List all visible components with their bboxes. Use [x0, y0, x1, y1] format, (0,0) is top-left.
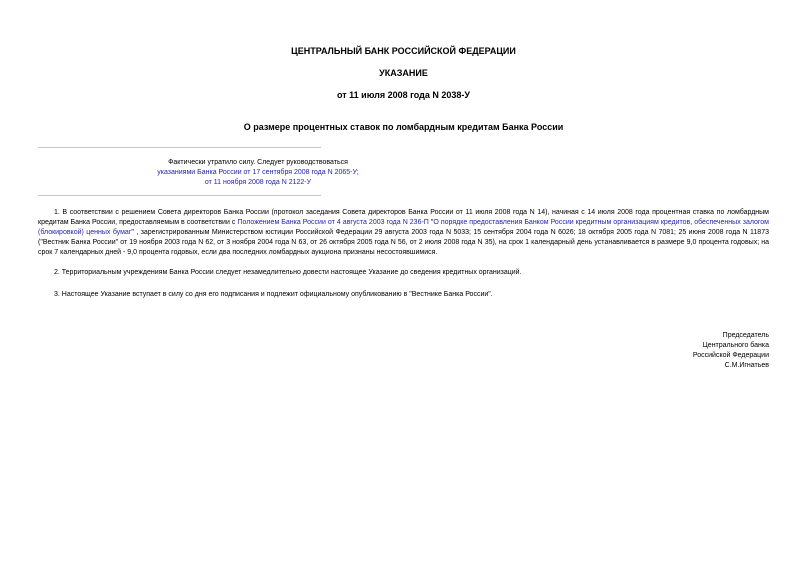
document-date-number: от 11 июля 2008 года N 2038-У	[336, 90, 471, 100]
bank-name: ЦЕНТРАЛЬНЫЙ БАНК РОССИЙСКОЙ ФЕДЕРАЦИИ	[291, 46, 516, 56]
regulation-236p-link[interactable]: Положением Банка России от 4 августа 2003 года N 236-П	[237, 219, 429, 226]
signature-line-1: Председатель	[722, 332, 769, 339]
paragraph-1-part-1: 1. В соответствии с решением Совета директоров Банка России (протокол заседания Совета директоров Банка России от 11 июля 2008 года N 14), начиная с 14 июля 2008 года процентная ставка по ломбардным кредитам Банка России, предоставляемым в соответствии с	[38, 209, 769, 226]
status-note-text: Фактически утратило силу. Следует руководствоваться	[168, 159, 348, 166]
regulation-title-link[interactable]: О порядке предоставления Банком России кредитным организациям кредитов, обеспеченных залогом (блокировкой) ценных бумаг	[38, 219, 769, 236]
status-note	[38, 158, 478, 188]
paragraph-1-part-3: " , зарегистрированным Министерством юстиции Российской Федерации 29 августа 2003 года N 5033; 15 сентября 2004 года N 6026; 18 октября 2005 года N 7081; 25 июня 2008 года N 11873 ("Вестник Банка России" от 19 ноября 2003 года N 62, от 3 ноября 2004 года N 63, от 26 октября 2005 года N 56, от 2 июля 2008 года N 35), на срок 1 календарный день устанавливается в размере 9,0 процента годовых; на срок 7 календарных дней - 9,0 процента годовых, если два последних ломбардных аукциона признаны несостоявшимися.	[38, 229, 769, 256]
document-type: УКАЗАНИЕ	[379, 68, 428, 78]
status-note-link-1[interactable]: указаниями Банка России от 17 сентября 2008 года N 2065-У;	[157, 169, 359, 176]
divider-bottom	[38, 195, 321, 196]
signature-line-3: Российской Федерации	[692, 352, 769, 359]
signature-block	[569, 331, 769, 371]
document-title: О размере процентных ставок по ломбардным кредитам Банка России	[243, 122, 564, 132]
paragraph-2: 2. Территориальным учреждениям Банка России следует незамедлительно довести настоящее Указание до сведения кредитных организаций.	[54, 269, 522, 276]
signature-line-2: Центрального банка	[702, 342, 769, 349]
status-note-link-2[interactable]: от 11 ноября 2008 года N 2122-У	[204, 179, 312, 186]
signature-line-4: С.М.Игнатьев	[724, 362, 769, 369]
divider-top	[38, 147, 321, 148]
paragraph-1	[38, 208, 769, 258]
paragraph-1-part-2: "	[428, 219, 434, 226]
paragraph-3: 3. Настоящее Указание вступает в силу со дня его подписания и подлежит официальному опубликованию в "Вестнике Банка России".	[54, 291, 493, 298]
